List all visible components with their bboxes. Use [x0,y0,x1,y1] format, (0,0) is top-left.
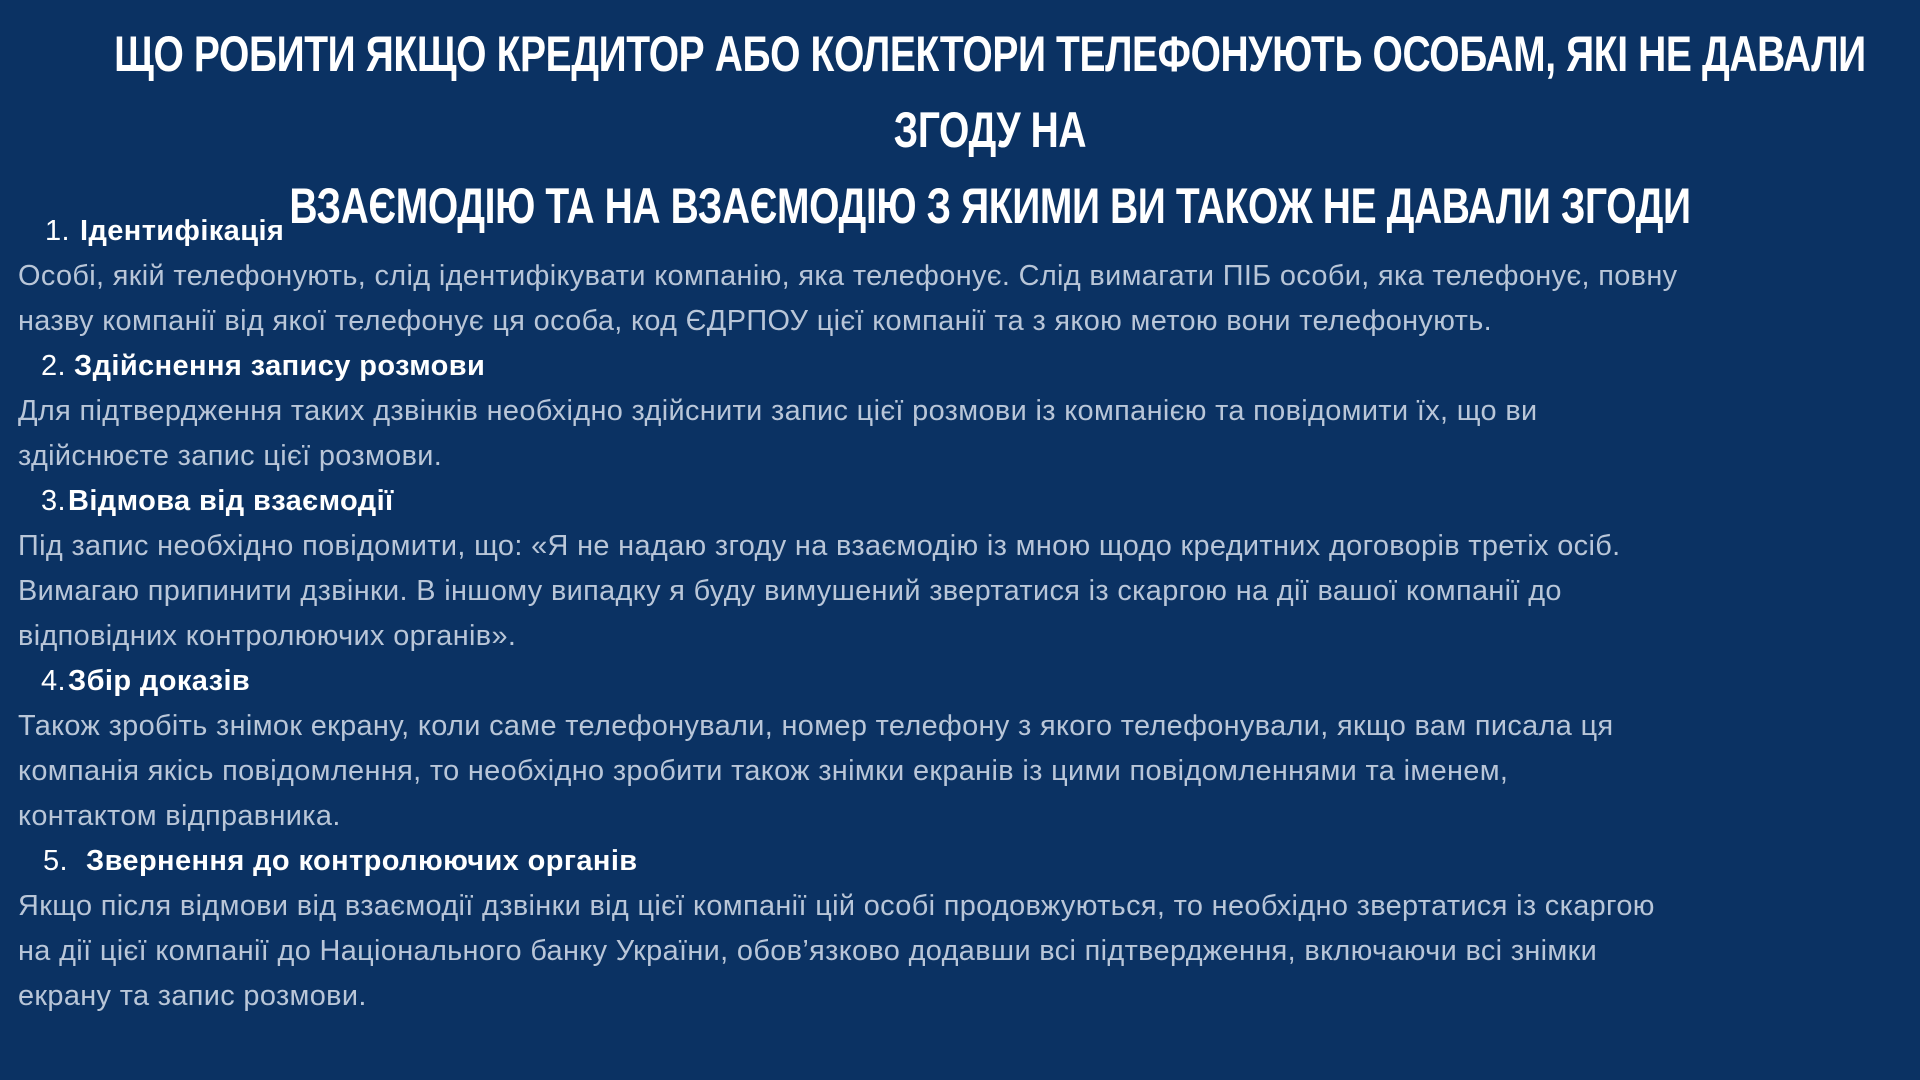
page-title [31,0,1920,244]
section-refusal [18,479,1920,659]
section-number: 2. [41,350,66,382]
page-title-line-1: ЩО РОБИТИ ЯКЩО КРЕДИТОР АБО КОЛЕКТОРИ ТЕЛЕФОНУЮТЬ ОСОБАМ, ЯКІ НЕ ДАВАЛИ ЗГОДУ НА [114,26,1866,158]
body-line: відповідних контролюючих органів». [18,620,517,652]
body-line: Також зробіть знімок екрану, коли саме телефонували, номер телефону з якого телефонували, якщо вам писала ця [18,710,1614,742]
section-evidence [18,659,1920,839]
section-title: Відмова від взаємодії [68,485,394,517]
section-number: 4. [41,665,66,697]
section-heading [18,344,1920,389]
section-number: 1. [45,215,70,247]
body-line: Під запис необхідно повідомити, що: «Я не надаю згоду на взаємодію із мною щодо кредитних договорів третіх осіб. [18,530,1621,562]
section-title: Здійснення запису розмови [74,350,486,382]
body-line: Особі, якій телефонують, слід ідентифікувати компанію, яка телефонує. Слід вимагати ПІБ особи, яка телефонує, повну [18,260,1678,292]
page-title-line-2: ВЗАЄМОДІЮ ТА НА ВЗАЄМОДІЮ З ЯКИМИ ВИ ТАКОЖ НЕ ДАВАЛИ ЗГОДИ [289,178,1691,234]
body-line: екрану та запис розмови. [18,980,367,1012]
sections-list [18,209,1920,1019]
body-line: здійснюєте запис цієї розмови. [18,440,443,472]
section-identification [18,209,1920,344]
body-line: Для підтвердження таких дзвінків необхідно здійснити запис цієї розмови із компанією та повідомити їх, що ви [18,395,1538,427]
section-body [18,389,1920,479]
body-line: контактом відправника. [18,800,341,832]
section-authorities [18,839,1920,1019]
section-heading [18,659,1920,704]
section-title: Звернення до контролюючих органів [86,845,638,877]
section-body [18,884,1920,1019]
section-number: 5. [43,845,68,877]
section-heading [18,839,1920,884]
section-body [18,524,1920,659]
body-line: Якщо після відмови від взаємодії дзвінки від цієї компанії цій особі продовжуються, то необхідно звертатися із скаргою [18,890,1655,922]
section-recording [18,344,1920,479]
body-line: Вимагаю припинити дзвінки. В іншому випадку я буду вимушений звертатися із скаргою на дії вашої компанії до [18,575,1562,607]
section-title: Ідентифікація [80,215,285,247]
body-line: на дії цієї компанії до Національного банку України, обов’язково додавши всі підтвердження, включаючи всі знімки [18,935,1598,967]
section-heading [18,209,1920,254]
body-line: компанія якісь повідомлення, то необхідно зробити також знімки екранів із цими повідомленнями та іменем, [18,755,1509,787]
body-line: назву компанії від якої телефонує ця особа, код ЄДРПОУ цієї компанії та з якою метою вони телефонують. [18,305,1492,337]
section-body [18,254,1920,344]
section-title: Збір доказів [68,665,251,697]
section-body [18,704,1920,839]
section-heading [18,479,1920,524]
section-number: 3. [41,485,66,517]
